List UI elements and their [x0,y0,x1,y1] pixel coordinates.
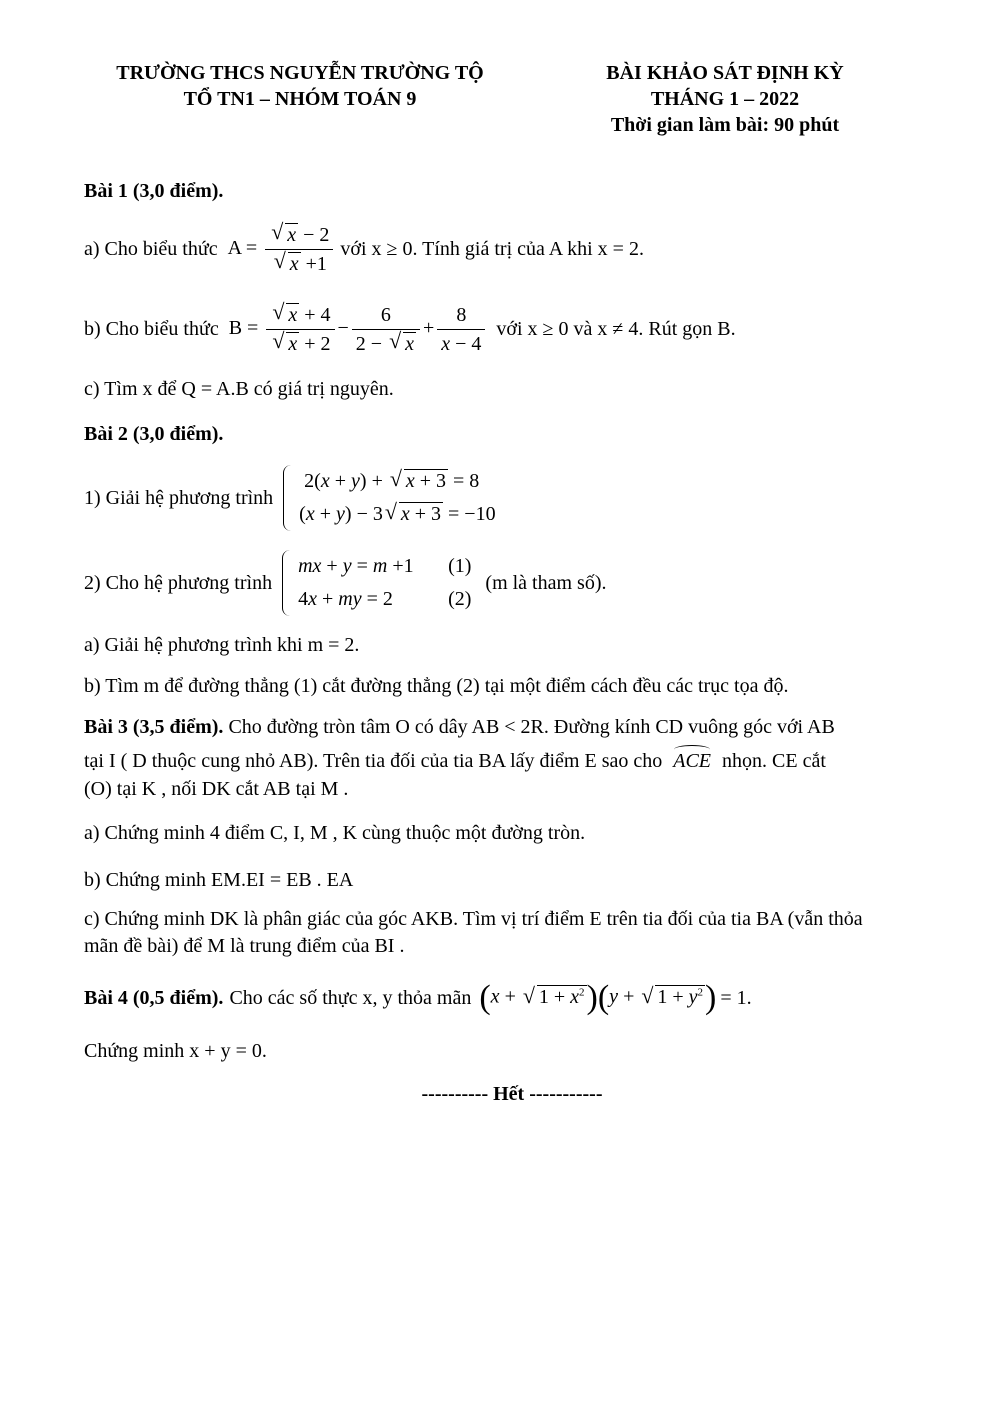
bai1-part-a [84,218,644,280]
school-name: TRƯỜNG THCS NGUYỄN TRƯỜNG TỘ [116,62,484,84]
bai3-part-a: a) Chứng minh 4 điểm C, I, M , K cùng thuộc một đường tròn. [84,822,586,844]
bai1-part-b [84,298,736,360]
bai2-p2-prefix: 2) Cho hệ phương trình [84,571,273,594]
bai3-line1 [84,716,835,739]
bai3-line1-text: Cho đường tròn tâm O có dây AB < 2R. Đường kính CD vuông góc với AB [228,716,835,738]
department-name: TỔ TN1 – NHÓM TOÁN 9 [183,88,417,110]
exam-title: BÀI KHẢO SÁT ĐỊNH KỲ [606,62,844,84]
formula-B: B = √ x + 4 √ x + 2 − $\frac{6}{2 - √ x}$ + $\frac{8}{x - 4}$ [229,301,489,358]
bai1-b-suffix: với x ≥ 0 và x ≠ 4. Rút gọn B. [496,317,736,340]
end-marker: ---------- Hết ----------- [421,1083,603,1105]
bai2-part-a: a) Giải hệ phương trình khi m = 2. [84,634,360,656]
bai1-b-prefix: b) Cho biểu thức [84,317,219,340]
bai1-title: Bài 1 (3,0 điểm). [84,180,224,202]
system-2: mx + y = m +1 (1) 4x + my = 2 (2) [282,550,471,616]
bai4-prefix: Cho các số thực x, y thỏa mãn [229,986,472,1009]
bai4-title: Bài 4 (0,5 điểm). [84,986,224,1009]
bai1-a-prefix: a) Cho biểu thức [84,237,218,260]
bai3-line2-before: tại I ( D thuộc cung nhỏ AB). Trên tia đối của tia BA lấy điểm E sao cho [84,750,663,772]
bai3-part-b: b) Chứng minh EM.EI = EB . EA [84,869,354,891]
bai2-part-b: b) Tìm m để đường thẳng (1) cắt đường thẳng (2) tại một điểm cách đều các trục tọa độ. [84,675,789,697]
bai4-formula: (x + √ $1 + x^2)(y$ + √ $1 + y^2$) [479,981,716,1015]
formula-A: A = √ x − 2 √ x +1 [228,221,337,278]
bai4-line1 [84,978,752,1018]
bai3-line3: (O) tại K , nối DK cắt AB tại M . [84,778,349,800]
bai2-p1-prefix: 1) Giải hệ phương trình [84,486,274,509]
bai2-part-1 [84,463,496,533]
bai3-line2 [84,750,826,773]
exam-time: Thời gian làm bài: 90 phút [610,114,840,136]
bai3-part-c-line1: c) Chứng minh DK là phân giác của góc AKB. Tìm vị trí điểm E trên tia đối của tia BA (vẫn thỏa [84,908,863,930]
bai2-part-2 [84,550,607,616]
bai1-a-suffix: với x ≥ 0. Tính giá trị của A khi x = 2. [340,237,644,260]
bai3-title: Bài 3 (3,5 điểm). [84,716,224,738]
arc-ace: ACE [673,750,712,772]
bai3-line2-after: nhọn. CE cắt [722,750,826,772]
eq1-label: (1) [448,555,472,577]
eq2-label: (2) [448,588,472,610]
bai1-part-c: c) Tìm x để Q = A.B có giá trị nguyên. [84,378,394,400]
bai2-p2-suffix: (m là tham số). [485,571,607,594]
bai3-part-c-line2: mãn đề bài) để M là trung điểm của BI . [84,935,405,957]
bai4-proof: Chứng minh x + y = 0. [84,1040,267,1062]
system-1: 2(x + y) + √ x + 3 = 8 (x + y) − 3√ x + 3 = −10 [283,465,495,531]
exam-month: THÁNG 1 – 2022 [650,88,800,110]
bai4-equals: = 1. [720,986,752,1009]
bai2-title: Bài 2 (3,0 điểm). [84,423,224,445]
